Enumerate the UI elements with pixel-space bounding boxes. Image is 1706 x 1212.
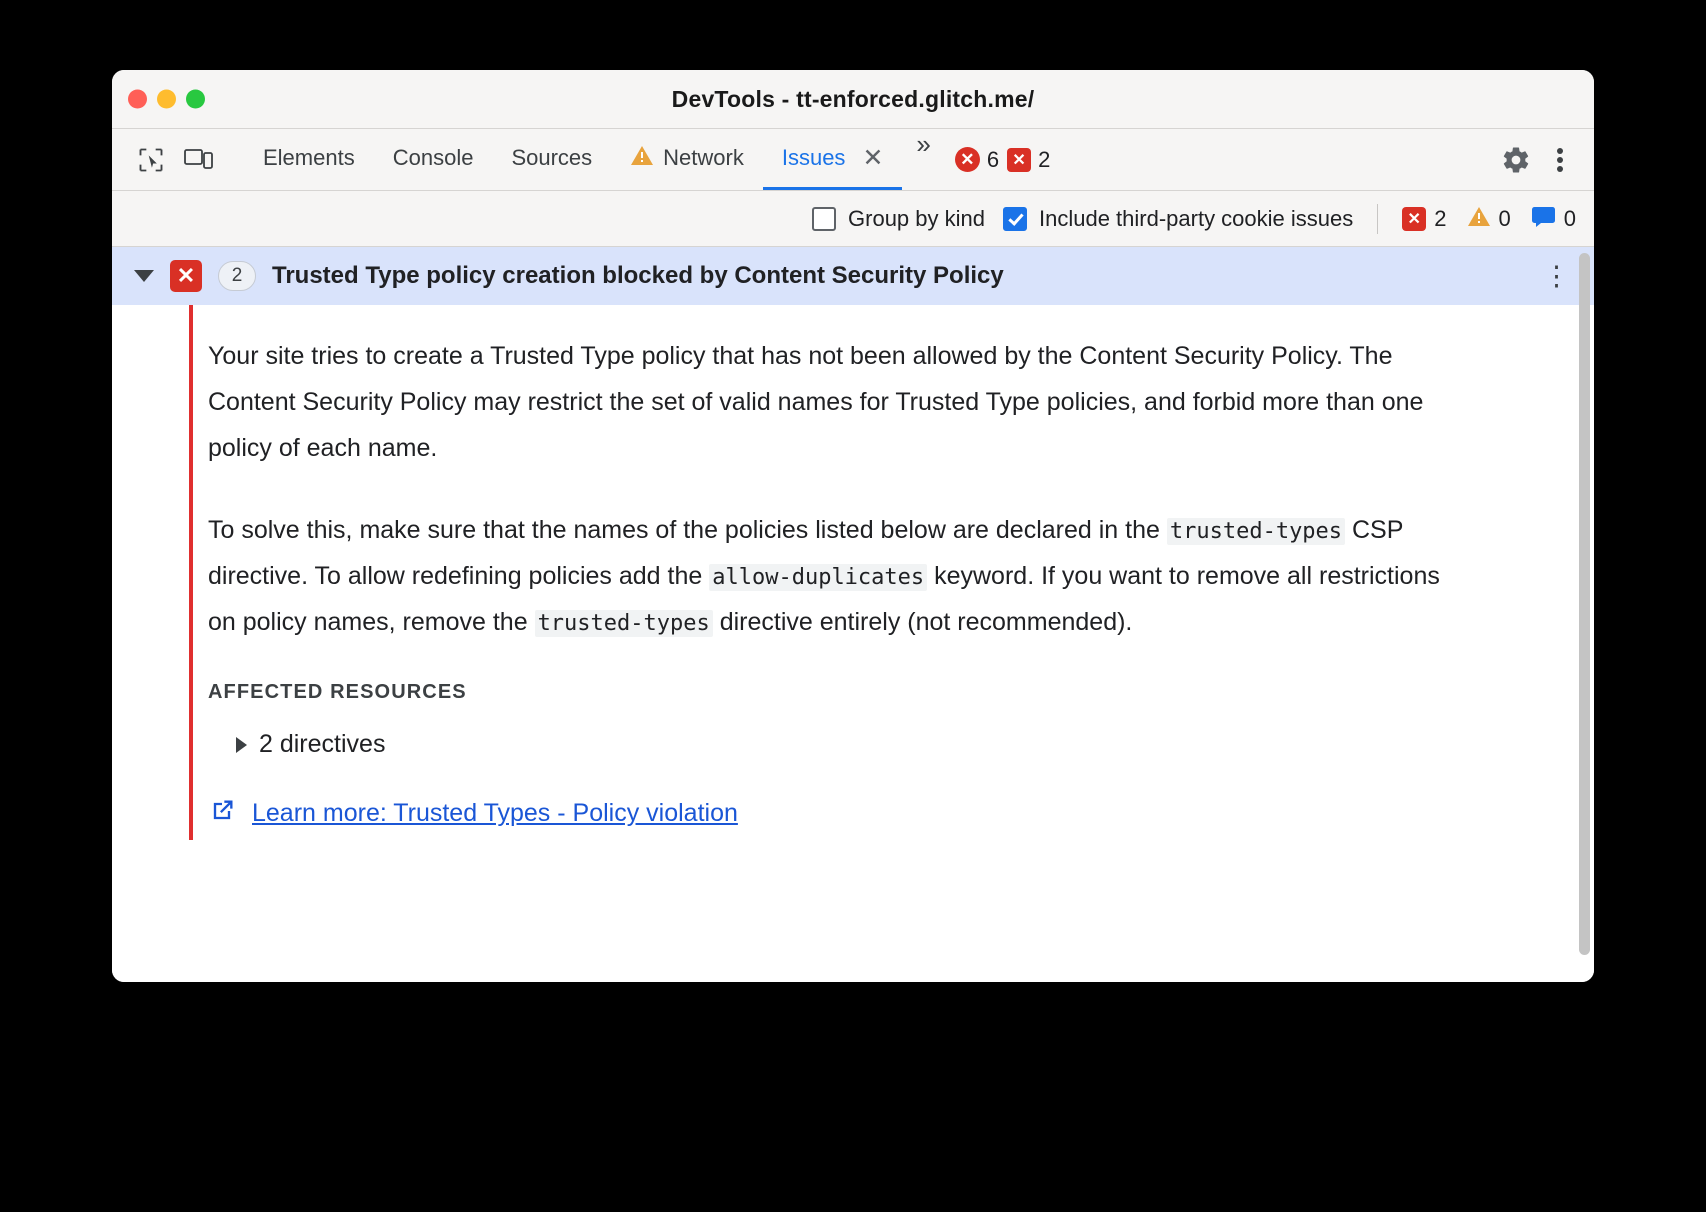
tab-sources[interactable] <box>492 129 611 190</box>
p2-part3: keyword. If you want to remove all restrictions on policy names, remove the <box>208 562 1440 636</box>
p2-part2: CSP directive. To allow redefining policies add the <box>208 516 1403 590</box>
tab-elements[interactable] <box>244 129 374 190</box>
learn-more-row[interactable] <box>208 797 1554 830</box>
error-square-icon: ✕ <box>170 260 202 292</box>
page-errors-count <box>1402 206 1446 232</box>
minimize-window-button[interactable] <box>157 90 176 109</box>
count-value: 0 <box>1498 205 1511 231</box>
info-bubble-icon <box>1531 205 1556 233</box>
devtools-window <box>112 70 1594 982</box>
learn-more-link[interactable]: Learn more: Trusted Types - Policy violation <box>252 799 738 827</box>
caret-down-icon[interactable] <box>134 270 154 282</box>
gear-icon[interactable] <box>1494 138 1538 182</box>
issue-description-paragraph-2 <box>208 507 1468 645</box>
toolbar-counters <box>955 147 1051 173</box>
issue-title: Trusted Type policy creation blocked by Content Security Policy <box>272 262 1004 289</box>
include-third-party-cookie-issues-checkbox[interactable] <box>1003 206 1353 232</box>
issue-kind-counts <box>1402 205 1576 233</box>
issues-filter-bar <box>112 191 1594 247</box>
p2-part1: To solve this, make sure that the names of the policies listed below are declared in the <box>208 516 1167 544</box>
tab-issues[interactable] <box>763 129 903 190</box>
resource-label: 2 directives <box>259 730 386 758</box>
device-toolbar-icon[interactable] <box>178 139 220 181</box>
maximize-window-button[interactable] <box>186 90 205 109</box>
tab-network[interactable] <box>611 129 763 190</box>
issue-description-paragraph-1: Your site tries to create a Trusted Type policy that has not been allowed by the Content Security Policy. The Content Security Policy may restrict the set of valid names for Trusted Type policies, and forbid more than one policy of each name. <box>208 342 1424 462</box>
issue-square-icon: ✕ <box>1402 207 1426 231</box>
divider <box>1377 204 1378 234</box>
window-controls[interactable] <box>128 90 205 109</box>
inspect-cursor-icon[interactable] <box>130 139 172 181</box>
issue-body <box>112 305 1594 850</box>
warning-triangle-icon <box>630 144 654 172</box>
affected-resource-directives[interactable] <box>236 730 1554 759</box>
tab-label: Issues <box>781 145 846 170</box>
scrollbar-thumb[interactable] <box>1579 253 1590 955</box>
code-trusted-types-1: trusted-types <box>1167 518 1345 545</box>
caret-right-icon[interactable] <box>236 737 247 753</box>
error-counter[interactable] <box>955 147 999 173</box>
tab-label: Network <box>663 145 744 170</box>
issue-occurrence-count: 2 <box>218 261 256 291</box>
warning-triangle-icon <box>1467 205 1491 233</box>
issues-panel <box>112 247 1594 982</box>
external-link-icon <box>208 797 236 830</box>
code-trusted-types-2: trusted-types <box>535 610 713 637</box>
tab-label: Sources <box>511 145 593 170</box>
count-value: 0 <box>1563 205 1576 231</box>
issue-square-icon: ✕ <box>1007 148 1031 172</box>
error-circle-icon: ✕ <box>955 147 980 172</box>
group-by-kind-checkbox[interactable] <box>812 206 985 232</box>
include-third-party-label: Include third-party cookie issues <box>1038 205 1354 231</box>
issue-header-row[interactable] <box>112 247 1594 305</box>
title-bar <box>112 70 1594 129</box>
tab-label: Console <box>392 145 474 170</box>
error-count: 6 <box>986 146 1000 172</box>
affected-resources-label: AFFECTED RESOURCES <box>208 681 467 703</box>
close-window-button[interactable] <box>128 90 147 109</box>
panel-tabs <box>244 129 945 190</box>
warnings-count <box>1467 205 1511 233</box>
checkbox-box[interactable] <box>812 207 836 231</box>
kebab-menu-icon[interactable] <box>1538 138 1582 182</box>
devtools-toolbar <box>112 129 1594 191</box>
tab-console[interactable] <box>374 129 493 190</box>
issue-menu-kebab-icon[interactable]: ⋮ <box>1543 260 1570 291</box>
p2-part4: directive entirely (not recommended). <box>712 608 1133 636</box>
close-tab-icon[interactable]: ✕ <box>862 143 884 172</box>
issues-scrollbar[interactable] <box>1579 253 1590 977</box>
issue-severity-bar <box>189 305 193 840</box>
group-by-kind-label: Group by kind <box>848 205 985 231</box>
info-count <box>1531 205 1576 233</box>
double-chevron-right-icon[interactable]: » <box>916 129 931 159</box>
code-allow-duplicates: allow-duplicates <box>709 564 927 591</box>
tab-label: Elements <box>263 145 355 170</box>
count-value: 2 <box>1434 205 1447 231</box>
window-title: DevTools - tt-enforced.glitch.me/ <box>671 85 1035 112</box>
checkbox-box[interactable] <box>1003 207 1027 231</box>
issue-counter[interactable] <box>1007 147 1050 173</box>
issue-count: 2 <box>1038 146 1051 172</box>
